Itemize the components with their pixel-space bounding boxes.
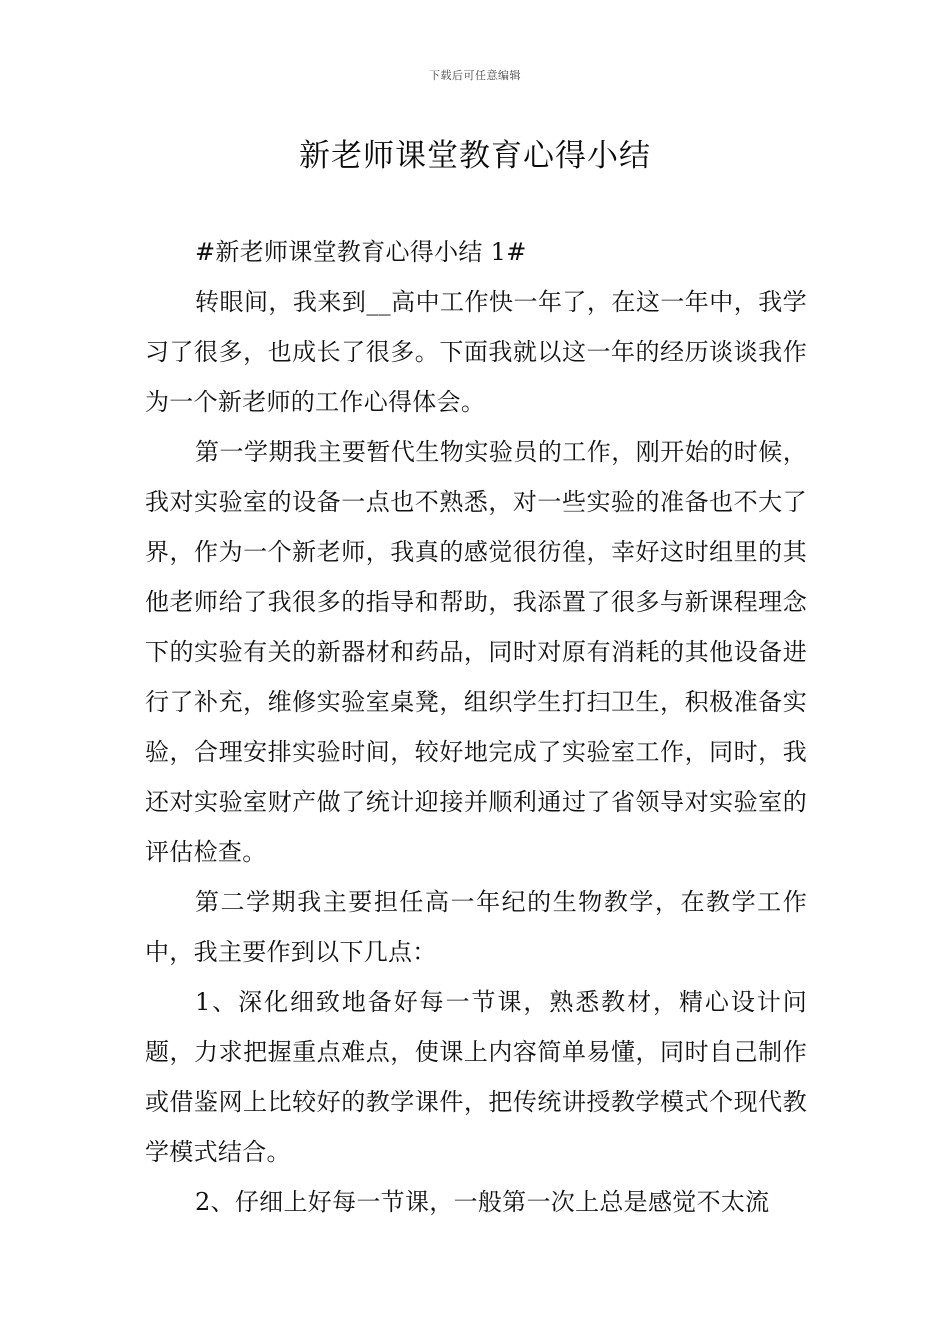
- section-heading: #新老师课堂教育心得小结 1#: [195, 238, 527, 266]
- paragraph-point-1: 1、深化细致地备好每一节课，熟悉教材，精心设计问题，力求把握重点难点，使课上内容简单易懂，同时自己制作或借鉴网上比较好的教学课件，把传统讲授教学模式个现代教学模式结合。: [145, 988, 807, 1166]
- paragraph-point-2: 2、仔细上好每一节课，一般第一次上总是感觉不太流: [195, 1188, 770, 1216]
- document-body: [145, 227, 807, 1227]
- header-note: 下载后可任意编辑: [429, 69, 521, 82]
- paragraph-first-semester: 第一学期我主要暂代生物实验员的工作，刚开始的时候，我对实验室的设备一点也不熟悉，对一些实验的准备也不大了界，作为一个新老师，我真的感觉很彷徨，幸好这时组里的其他老师给了我很多的指导和帮助，我添置了很多与新课程理念下的实验有关的新器材和药品，同时对原有消耗的其他设备进行了补充，维修实验室桌凳，组织学生打扫卫生，积极准备实验，合理安排实验时间，较好地完成了实验室工作，同时，我还对实验室财产做了统计迎接并顺利通过了省领导对实验室的评估检查。: [145, 438, 807, 866]
- paragraph-intro: 转眼间，我来到__高中工作快一年了，在这一年中，我学习了很多，也成长了很多。下面我就以这一年的经历谈谈我作为一个新老师的工作心得体会。: [145, 288, 807, 416]
- document-title: 新老师课堂教育心得小结: [299, 138, 651, 174]
- paragraph-second-semester: 第二学期我主要担任高一年纪的生物教学，在教学工作中，我主要作到以下几点：: [145, 888, 807, 966]
